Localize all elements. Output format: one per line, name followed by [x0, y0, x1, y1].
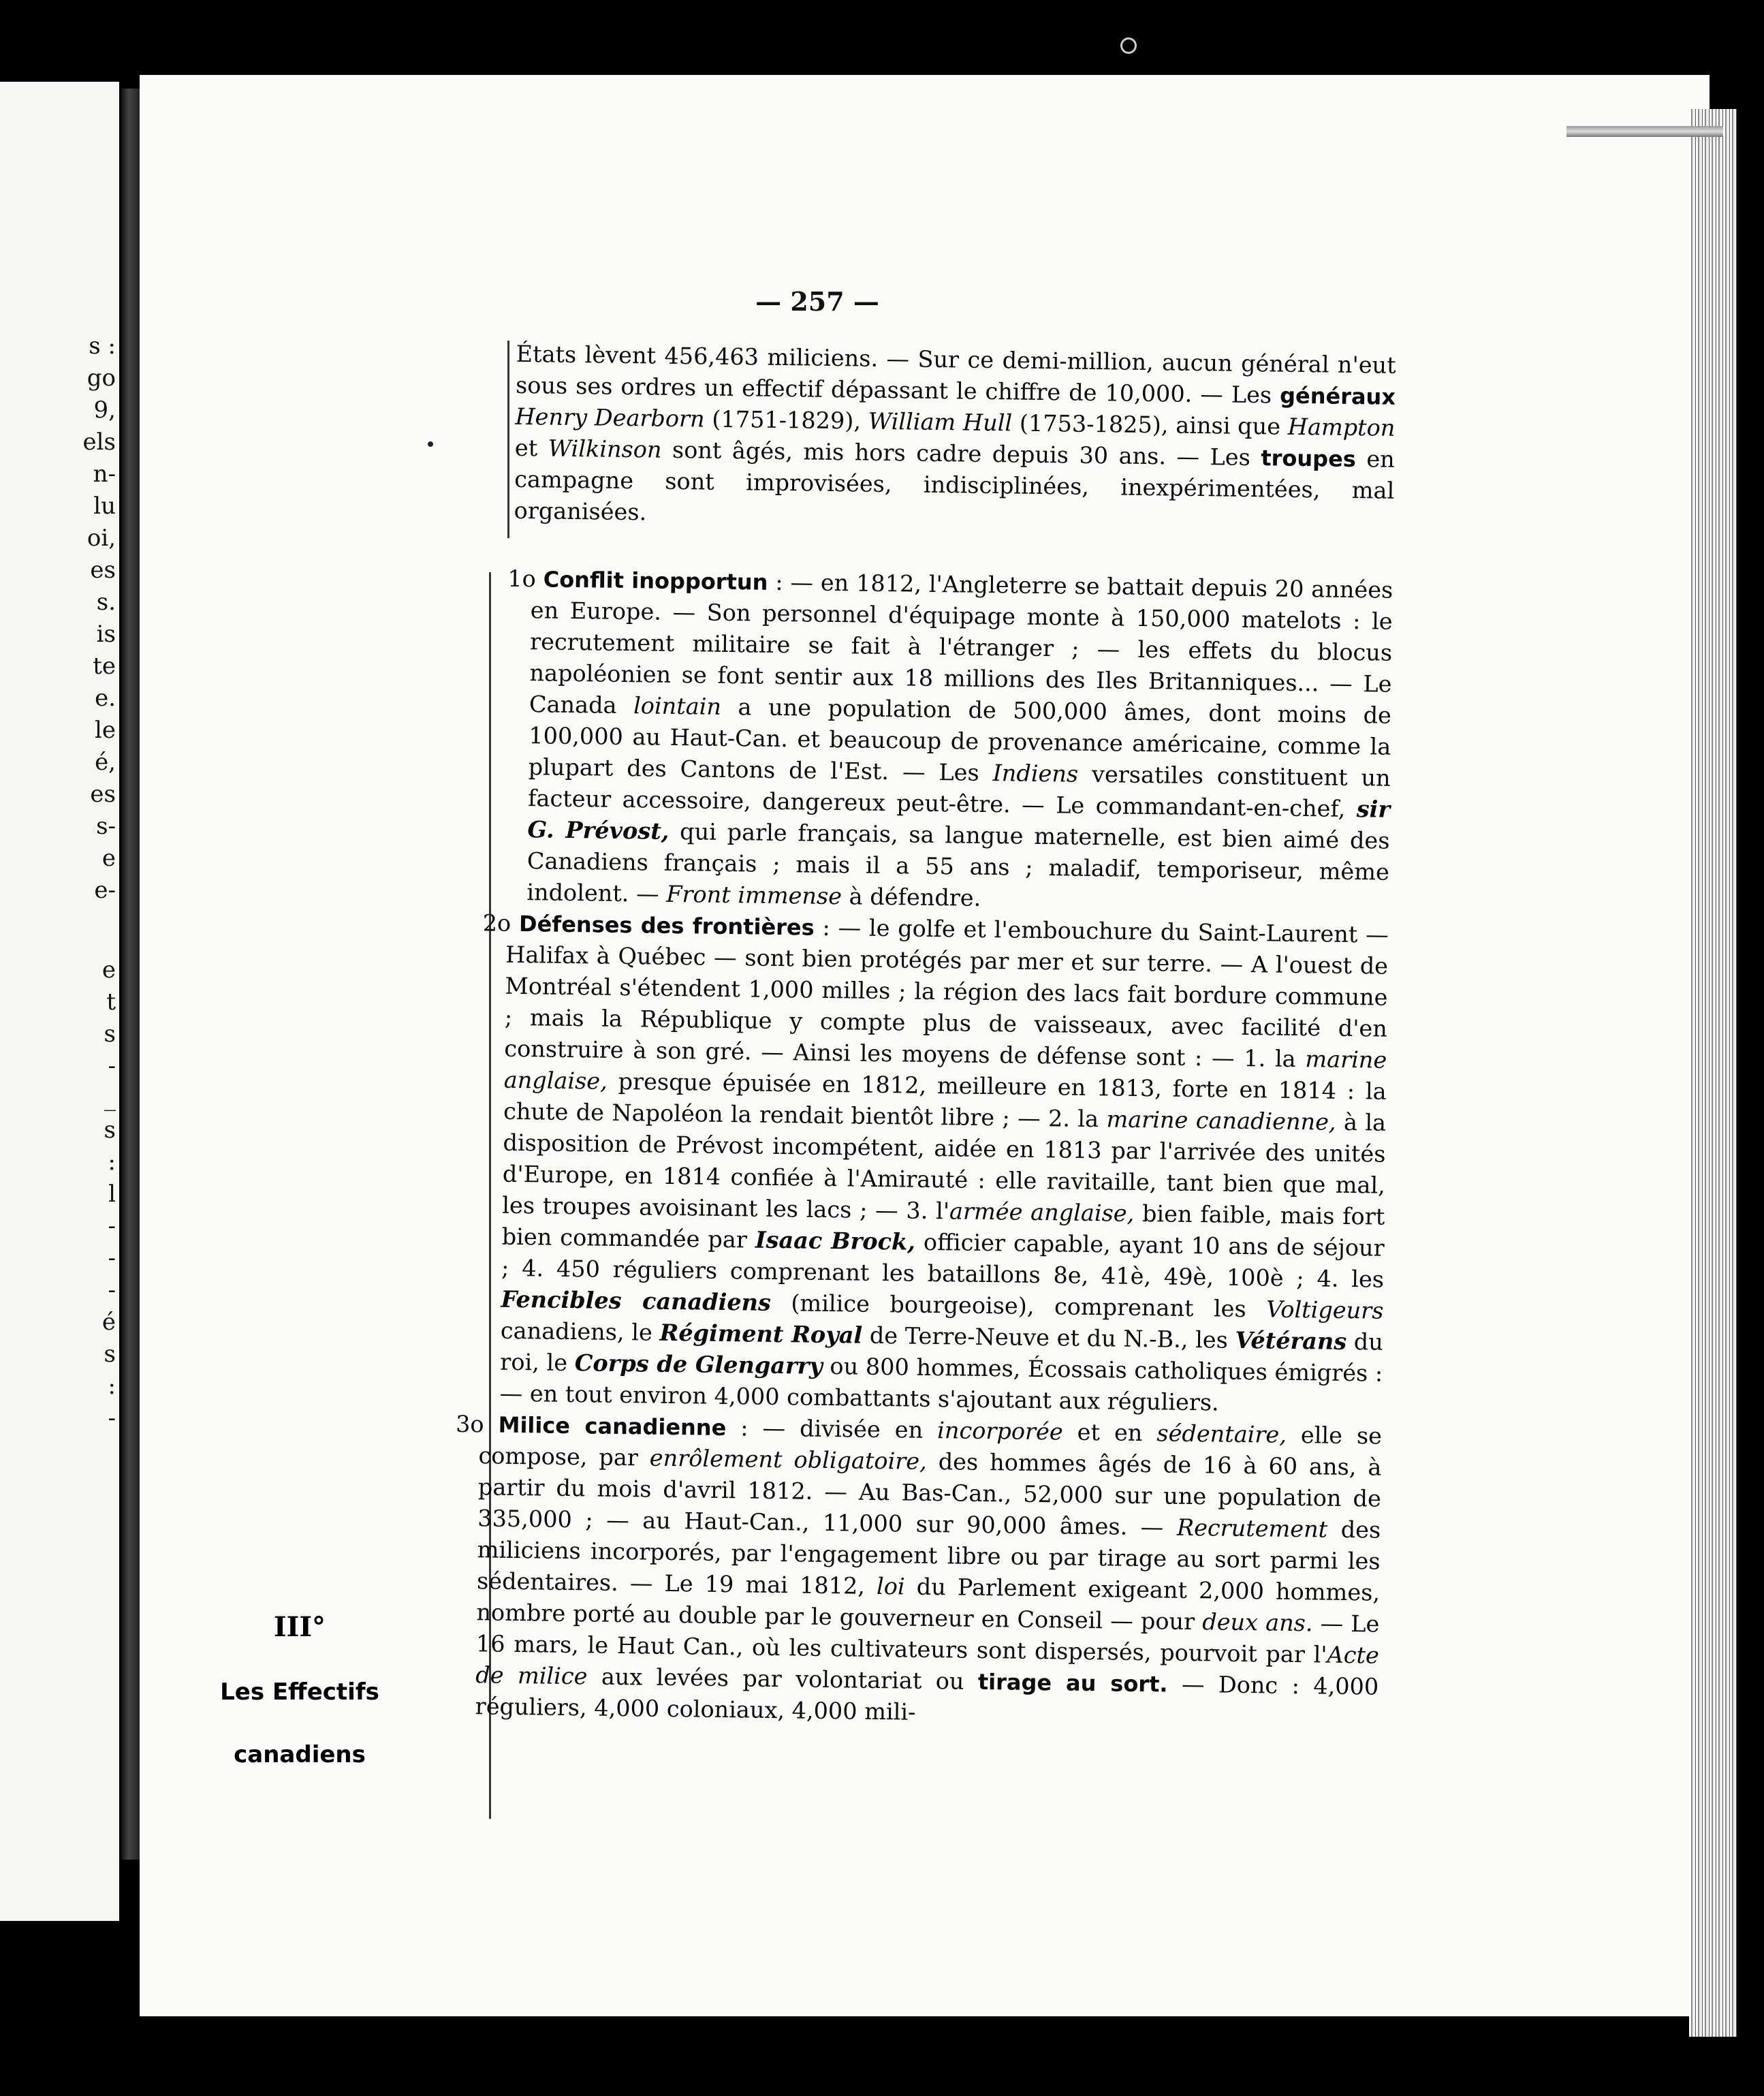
facing-page-fragment: le: [95, 717, 116, 744]
section-2-heading: Défenses des frontières: [518, 911, 815, 941]
page-stack-top: [1566, 126, 1723, 137]
ink-dot: [428, 441, 433, 447]
body-text: [452, 338, 1396, 1734]
facing-page-fragment: s.: [96, 589, 116, 616]
facing-page-fragment: e-: [94, 877, 116, 904]
facing-page-fragment: els: [82, 428, 116, 456]
facing-page-text-edge: [7, 82, 116, 1921]
page-stack-edge: [1689, 109, 1737, 2037]
facing-page-fragment: es: [90, 557, 116, 584]
facing-page-fragment: 9,: [93, 396, 116, 424]
intro-paragraph: États lèvent 456,463 miliciens. — Sur ce demi-million, aucun général n'eut sous ses ordres un effectif dépassant le chiffre de 10,000. — Les généraux Henry Dearborn (1751-1829), William Hull (1753-1825), ainsi que Hampton et Wilkinson sont âgés, mis hors cadre depuis 30 ans. — Les troupes en campagne sont improvisées, indisciplinées, inexpérimentées, mal organisées.: [514, 340, 1396, 526]
facing-page-fragment: :: [108, 1148, 116, 1176]
facing-page-fragment: -: [108, 1052, 116, 1080]
scan-mark: [1120, 37, 1137, 54]
facing-page-fragment: s: [104, 1020, 116, 1048]
section-2-number: 2o: [482, 909, 520, 937]
margin-note: [198, 1611, 402, 1804]
facing-page-fragment: _: [104, 1084, 116, 1112]
section-2-paragraph: 2o Défenses des frontières : — le golfe et l'embouchure du Saint-Laurent — Halifax à Québec — sont bien protégés par mer et sur terre. — A l'ouest de Montréal s'étendent 1,000 milles ; la région des lacs fait bordure commune ; mais la République y compte plus de vaisseaux, avec facilité d'en construire à son gré. — Ainsi les moyens de défense sont : — 1. la marine anglaise, presque épuisée en 1812, meilleure en 1813, forte en 1814 : la chute de Napoléon la rendait bientôt libre ; — 2. la marine canadienne, à la disposition de Prévost incompétent, aidée en 1813 par l'arrivée des unités d'Europe, en 1814 confiée à l'Amirauté : elle ravitaille, tant bien que mal, les troupes avoisinant les lacs ; — 3. l'armée anglaise, bien faible, mais fort bien commandée par Isaac Brock, officier capable, ayant 10 ans de séjour ; 4. 450 réguliers comprenant les bataillons 8e, 41è, 49è, 100è ; 4. les Fencibles canadiens (milice bourgeoise), comprenant les Voltigeurs canadiens, le Régiment Royal de Terre-Neuve et du N.-B., les Vétérans du roi, le Corps de Glengarry ou 800 hommes, Écossais catholiques émigrés : — en tout environ 4,000 combattants s'ajoutant aux réguliers.: [482, 909, 1389, 1416]
facing-page: [0, 82, 119, 1921]
section-3-heading: Milice canadienne: [498, 1411, 727, 1441]
facing-page-fragment: s: [104, 1341, 116, 1368]
margin-note-line2: canadiens: [234, 1741, 366, 1768]
facing-page-fragment: is: [96, 621, 116, 648]
facing-page-fragment: go: [86, 364, 116, 392]
facing-page-fragment: é: [101, 1309, 116, 1336]
section-1-number: 1o: [507, 565, 544, 593]
facing-page-fragment: t: [106, 988, 116, 1016]
facing-page-fragment: -: [108, 1277, 116, 1304]
page-number: — 257 —: [755, 286, 879, 317]
facing-page-fragment: lu: [93, 492, 116, 520]
facing-page-fragment: s :: [89, 332, 116, 360]
margin-note-line1: Les Effectifs: [220, 1678, 379, 1706]
section-1-paragraph: 1o Conflit inopportun : — en 1812, l'Angleterre se battait depuis 20 années en Europe. — Son personnel d'équipage monte à 150,000 matelots : le recrutement militaire se fait à l'étranger ; — les effets du blocus napoléonien se font sentir aux 18 millions des Iles Britanniques... — Le Canada lointain a une population de 500,000 âmes, dont moins de 100,000 au Haut-Can. et beaucoup de provenance américaine, comme la plupart des Cantons de l'Est. — Les Indiens versatiles constituent un facteur accessoire, dangereux peut-être. — Le commandant-en-chef, sir G. Prévost, qui parle français, sa langue maternelle, est bien aimé des Canadiens français ; mais il a 55 ans ; maladif, temporiseur, même indolent. — Front immense à défendre.: [507, 565, 1393, 911]
facing-page-fragment: n-: [93, 460, 116, 488]
facing-page-fragment: es: [90, 781, 116, 808]
facing-page-fragment: l: [108, 1180, 116, 1208]
facing-page-fragment: oi,: [86, 525, 116, 552]
margin-note-number: III°: [273, 1611, 326, 1643]
book-gutter: [121, 89, 140, 1860]
facing-page-fragment: e: [101, 956, 116, 984]
facing-page-fragment: te: [93, 653, 116, 680]
facing-page-fragment: -: [108, 1245, 116, 1272]
facing-page-fragment: e.: [95, 685, 116, 712]
facing-page-fragment: e: [101, 845, 116, 872]
facing-page-fragment: s: [104, 1116, 116, 1144]
section-1-heading: Conflit inopportun: [543, 566, 768, 595]
facing-page-fragment: -: [108, 1213, 116, 1240]
facing-page-fragment: s-: [96, 813, 116, 840]
section-3-number: 3o: [455, 1410, 499, 1438]
facing-page-fragment: :: [108, 1373, 116, 1400]
facing-page-fragment: -: [108, 1405, 116, 1432]
facing-page-fragment: é,: [95, 749, 116, 776]
section-3-paragraph: 3o Milice canadienne : — divisée en incorporée et en sédentaire, elle se compose, par enrôlement obligatoire, des hommes âgés de 16 à 60 ans, à partir du mois d'avril 1812. — Au Bas-Can., 52,000 sur une population de 335,000 ; — au Haut-Can., 11,000 sur 90,000 âmes. — Recrutement des miliciens incorporés, par l'engagement libre ou par tirage au sort parmi les sédentaires. — Le 19 mai 1812, loi du Parlement exigeant 2,000 hommes, nombre porté au double par le gouverneur en Conseil — pour deux ans. — Le 16 mars, le Haut Can., où les cultivateurs sont dispersés, pourvoit par l'Acte de milice aux levées par volontariat ou tirage au sort. — Donc : 4,000 réguliers, 4,000 coloniaux, 4,000 mili-: [455, 1410, 1383, 1725]
